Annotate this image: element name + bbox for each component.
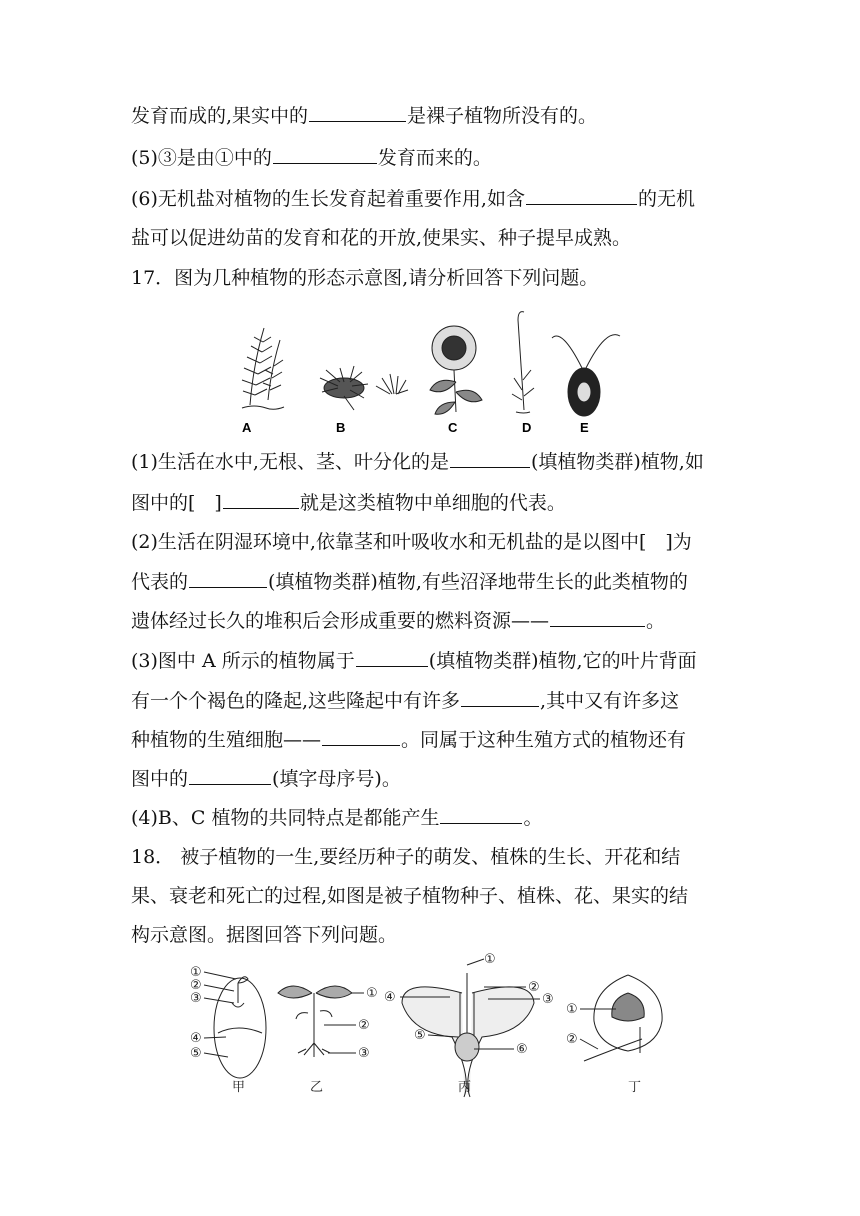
label: ② [358,1018,370,1033]
question-17-3 [131,648,697,673]
question-17-2 [131,530,692,554]
label: ① [566,1002,578,1017]
text: (4)B、C 植物的共同特点是都能产生 [131,807,440,829]
label: ③ [190,991,202,1006]
text-line-10 [131,608,665,633]
figure-17-plants [222,300,642,440]
figure-18-angiosperm [188,953,678,1103]
text-line-13 [131,727,686,752]
answer-blank[interactable] [550,608,645,627]
question-17-1 [131,449,704,474]
answer-blank[interactable] [189,766,271,785]
panel-label-jia: 甲 [232,1080,246,1095]
fig-label-a: A [242,420,252,435]
fig-label-c: C [448,420,458,435]
text: 图中的[ ] [131,492,222,514]
text: (填字母序号)。 [272,768,401,790]
label: ③ [358,1046,370,1061]
fig-label-b: B [336,420,346,435]
text: 18． 被子植物的一生,要经历种子的萌发、植株的生长、开花和结 [131,846,681,868]
question-17-4 [131,805,542,830]
text: 是裸子植物所没有的。 [407,105,598,127]
text-line-4 [131,226,631,250]
text: (2)生活在阴湿环境中,依靠茎和叶吸收水和无机盐的是以图中[ ]为 [131,531,692,553]
text: (5)③是由①中的 [131,147,272,169]
text: 发育而来的。 [377,147,492,169]
label: ④ [190,1031,202,1046]
answer-blank[interactable] [223,490,299,509]
seed-diagram [190,965,266,1078]
text: 构示意图。据图回答下列问题。 [131,924,398,946]
text: 就是这类植物中单细胞的代表。 [299,492,566,514]
label: ② [190,978,202,993]
text-line-1 [131,103,597,128]
fig-label-e: E [580,420,589,435]
question-16-6 [131,186,695,211]
answer-blank[interactable] [461,688,539,707]
fruit-diagram [566,975,662,1061]
text: 代表的 [131,571,189,593]
answer-blank[interactable] [356,648,428,667]
text: 。同属于这种生殖方式的植物还有 [401,729,687,751]
text: 17．图为几种植物的形态示意图,请分析回答下列问题。 [131,267,599,289]
text: 图中的 [131,768,189,790]
chlamydomonas-image [552,335,620,416]
panel-label-yi: 乙 [310,1080,324,1095]
text: (填植物类群)植物,它的叶片背面 [428,650,697,672]
text: 遗体经过长久的堆积后会形成重要的燃料资源—— [131,610,550,632]
answer-blank[interactable] [309,103,406,122]
answer-blank[interactable] [440,805,522,824]
question-17-title [131,266,598,290]
label: ③ [542,992,554,1007]
text: 。 [646,610,666,632]
answer-blank[interactable] [526,186,637,205]
label: ⑥ [516,1042,528,1057]
text-line-9 [131,569,688,594]
question-18-title [131,845,680,869]
label: ② [566,1032,578,1047]
seedling-diagram [278,986,378,1061]
question-16-5 [131,145,492,170]
fern-image [242,328,284,409]
text-line-7 [131,490,566,515]
text: 发育而成的,果实中的 [131,105,309,127]
moss-image [512,312,534,413]
answer-blank[interactable] [189,569,267,588]
text: 果、衰老和死亡的过程,如图是被子植物种子、植株、花、果实的结 [131,885,689,907]
label: ④ [384,990,396,1005]
label: ① [366,986,378,1001]
pine-image [320,366,408,410]
answer-blank[interactable] [273,145,377,164]
flower-diagram [384,953,554,1097]
label: ⑤ [414,1028,426,1043]
text-line-18 [131,923,397,947]
text: ,其中又有许多这 [540,690,680,712]
text-line-17 [131,884,688,908]
text: (3)图中 A 所示的植物属于 [131,650,355,672]
text: (填植物类群)植物,有些沼泽地带生长的此类植物的 [268,571,688,593]
panel-label-ding: 丁 [628,1080,642,1095]
text: (1)生活在水中,无根、茎、叶分化的是 [131,451,449,473]
label: ① [190,965,202,980]
text: (6)无机盐对植物的生长发育起着重要作用,如含 [131,188,525,210]
sunflower-image [430,326,482,414]
text: (填植物类群)植物,如 [530,451,704,473]
text: 盐可以促进幼苗的发育和花的开放,使果实、种子提早成熟。 [131,227,632,249]
panel-label-bing: 丙 [458,1080,472,1095]
text: 有一个个褐色的隆起,这些隆起中有许多 [131,690,461,712]
fig-label-d: D [522,420,532,435]
label: ② [528,980,540,995]
label: ① [484,953,496,967]
answer-blank[interactable] [450,449,530,468]
text: 。 [523,807,543,829]
text: 种植物的生殖细胞—— [131,729,322,751]
text-line-14 [131,766,401,791]
label: ⑤ [190,1046,202,1061]
text: 的无机 [637,188,695,210]
text-line-12 [131,688,679,713]
answer-blank[interactable] [322,727,400,746]
